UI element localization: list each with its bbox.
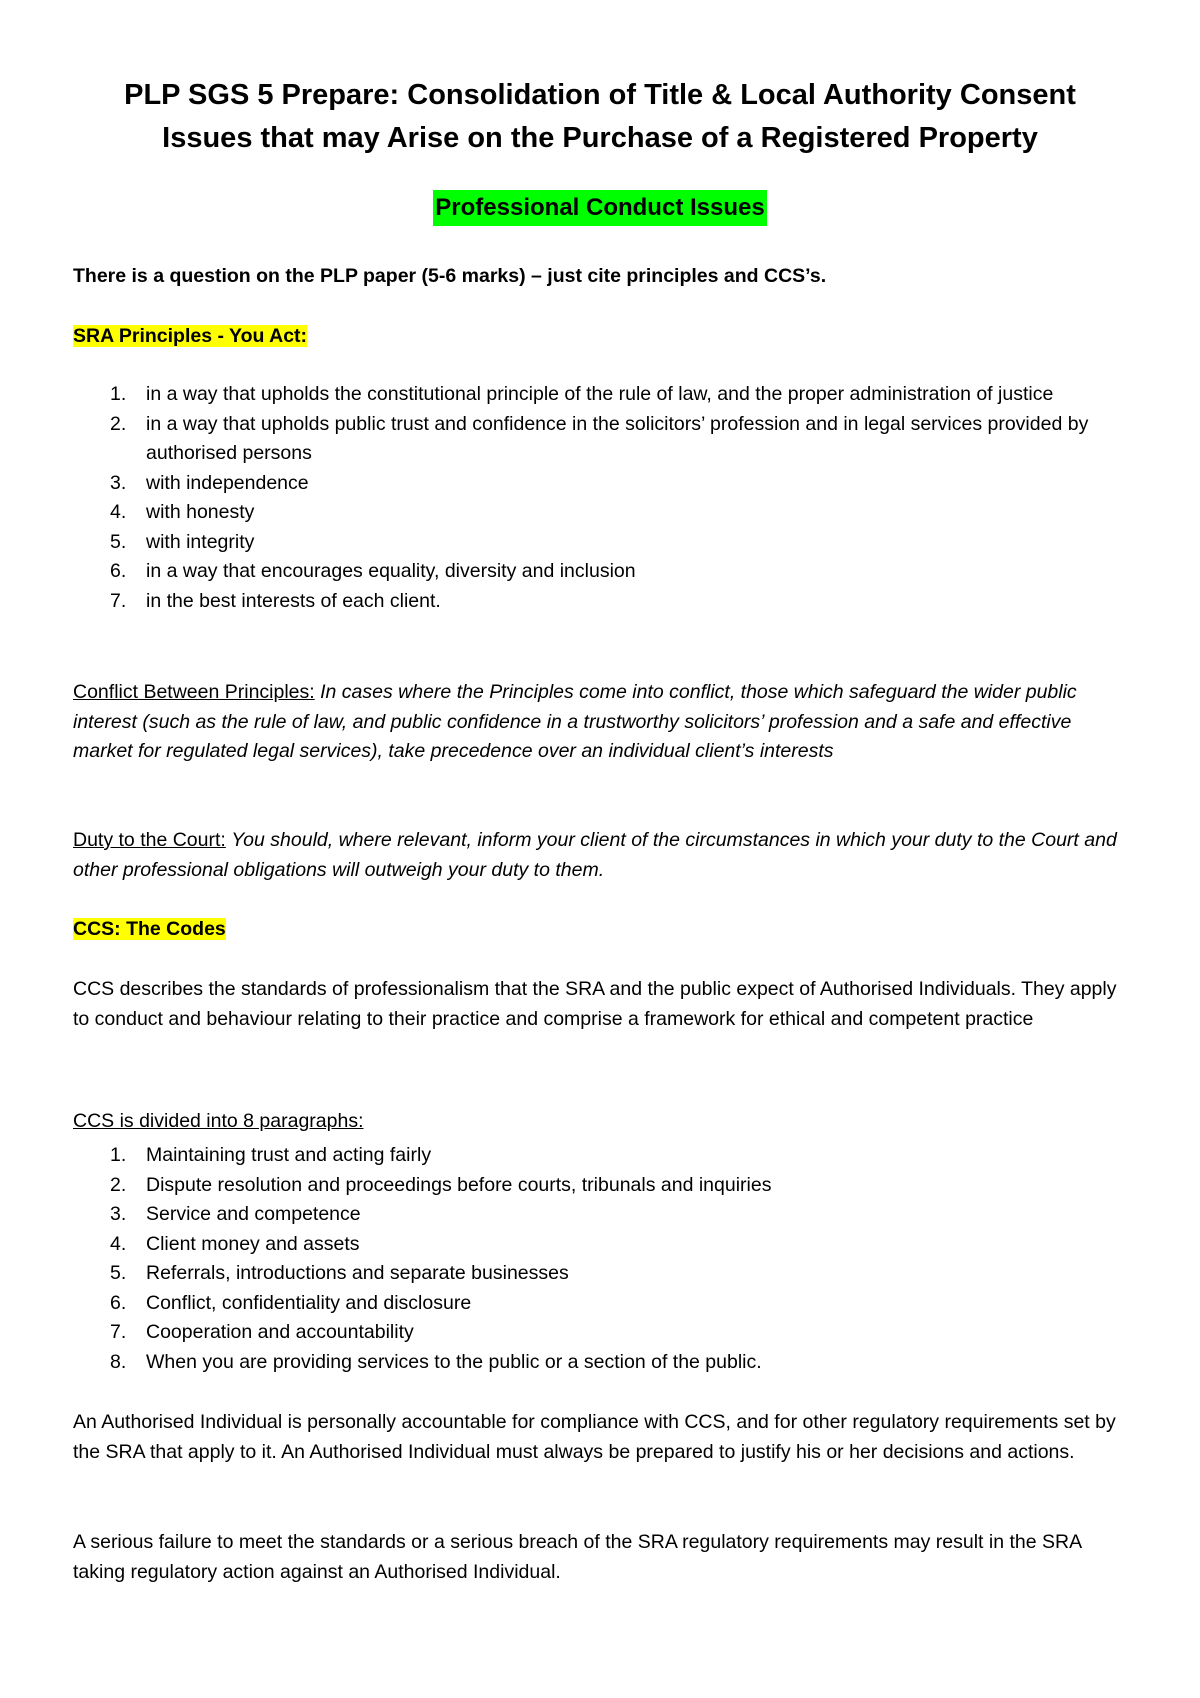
list-item	[73, 587, 1133, 617]
list-number: 2.	[110, 1173, 127, 1196]
list-item	[73, 1230, 1133, 1260]
title-line-2: Issues that may Arise on the Purchase of a Registered Property	[162, 122, 1038, 154]
list-text: in a way that encourages equality, diversity and inclusion	[146, 560, 636, 582]
principles-heading-line	[73, 322, 1133, 352]
list-number: 7.	[110, 589, 127, 612]
conflict-label: Conflict Between Principles:	[73, 681, 315, 703]
list-item	[73, 1171, 1133, 1201]
list-text: Client money and assets	[146, 1232, 360, 1255]
list-text: in a way that upholds public trust and confidence in the solicitors’ profession and in legal services provided by authorised persons	[146, 412, 1089, 464]
list-number: 4.	[110, 501, 127, 523]
list-item	[73, 1200, 1133, 1230]
list-number: 1.	[110, 1144, 127, 1166]
section-subtitle: Professional Conduct Issues	[433, 190, 766, 226]
list-number: 7.	[110, 1321, 127, 1343]
conflict-paragraph	[73, 678, 1133, 767]
list-text: in the best interests of each client.	[146, 589, 441, 612]
list-item	[73, 1348, 1133, 1378]
list-text: with independence	[146, 471, 309, 494]
list-item	[73, 1259, 1133, 1289]
duty-paragraph	[73, 826, 1133, 885]
list-item	[73, 410, 1133, 469]
list-item	[73, 498, 1133, 528]
list-number: 3.	[110, 1203, 127, 1225]
list-text: in a way that upholds the constitutional principle of the rule of law, and the proper administration of justice	[146, 383, 1054, 405]
list-number: 5.	[110, 1262, 127, 1284]
list-number: 4.	[110, 1232, 127, 1255]
duty-text: You should, where relevant, inform your client of the circumstances in which your duty to the Court and other professional obligations will outweigh your duty to them.	[73, 829, 1117, 881]
list-number: 2.	[110, 412, 127, 435]
title-line-1: PLP SGS 5 Prepare: Consolidation of Title & Local Authority Consent	[124, 79, 1076, 111]
page-title	[0, 74, 1200, 160]
list-number: 3.	[110, 471, 127, 494]
list-item	[73, 557, 1133, 587]
list-item	[73, 1141, 1133, 1171]
subtitle-wrapper	[0, 190, 1200, 226]
list-text: When you are providing services to the public or a section of the public.	[146, 1350, 762, 1373]
principles-list	[73, 380, 1133, 616]
intro-text: There is a question on the PLP paper (5-6 marks) – just cite principles and CCS’s.	[73, 265, 827, 287]
list-text: Dispute resolution and proceedings before courts, tribunals and inquiries	[146, 1173, 772, 1196]
list-number: 5.	[110, 530, 127, 553]
list-item	[73, 469, 1133, 499]
list-text: Maintaining trust and acting fairly	[146, 1144, 432, 1166]
list-number: 6.	[110, 1291, 127, 1314]
list-item	[73, 1289, 1133, 1319]
ccs-description: CCS describes the standards of professionalism that the SRA and the public expect of Authorised Individuals. They apply to conduct and behaviour relating to their practice and comprise a framework for ethical and competent practice	[73, 978, 1117, 1030]
conflict-text: In cases where the Principles come into conflict, those which safeguard the wider public interest (such as the rule of law, and public confidence in a trustworthy solicitors’ profession and a safe and effective market for regulated legal services), take precedence over an individual client’s interests	[73, 681, 1077, 762]
principles-heading: SRA Principles - You Act:	[73, 325, 308, 347]
failure-paragraph: A serious failure to meet the standards or a serious breach of the SRA regulatory requirements may result in the SRA taking regulatory action against an Authorised Individual.	[73, 1531, 1082, 1583]
accountability-paragraph: An Authorised Individual is personally accountable for compliance with CCS, and for other regulatory requirements set by the SRA that apply to it. An Authorised Individual must always be prepared to justify his or her decisions and actions.	[73, 1411, 1116, 1463]
list-item	[73, 528, 1133, 558]
list-text: Referrals, introductions and separate businesses	[146, 1262, 569, 1284]
list-item	[73, 380, 1133, 410]
ccs-list	[73, 1141, 1133, 1377]
list-text: Cooperation and accountability	[146, 1321, 414, 1343]
ccs-paragraphs-heading: CCS is divided into 8 paragraphs:	[73, 1110, 364, 1132]
list-text: Service and competence	[146, 1203, 361, 1225]
list-item	[73, 1318, 1133, 1348]
list-number: 8.	[110, 1350, 127, 1373]
list-text: with integrity	[146, 530, 255, 553]
ccs-paragraphs-heading-line	[73, 1107, 1133, 1137]
ccs-heading: CCS: The Codes	[73, 918, 226, 940]
ccs-heading-line	[73, 915, 1133, 945]
duty-label: Duty to the Court:	[73, 829, 226, 851]
list-text: with honesty	[146, 501, 255, 523]
list-text: Conflict, confidentiality and disclosure	[146, 1291, 472, 1314]
list-number: 6.	[110, 560, 127, 582]
list-number: 1.	[110, 383, 127, 405]
